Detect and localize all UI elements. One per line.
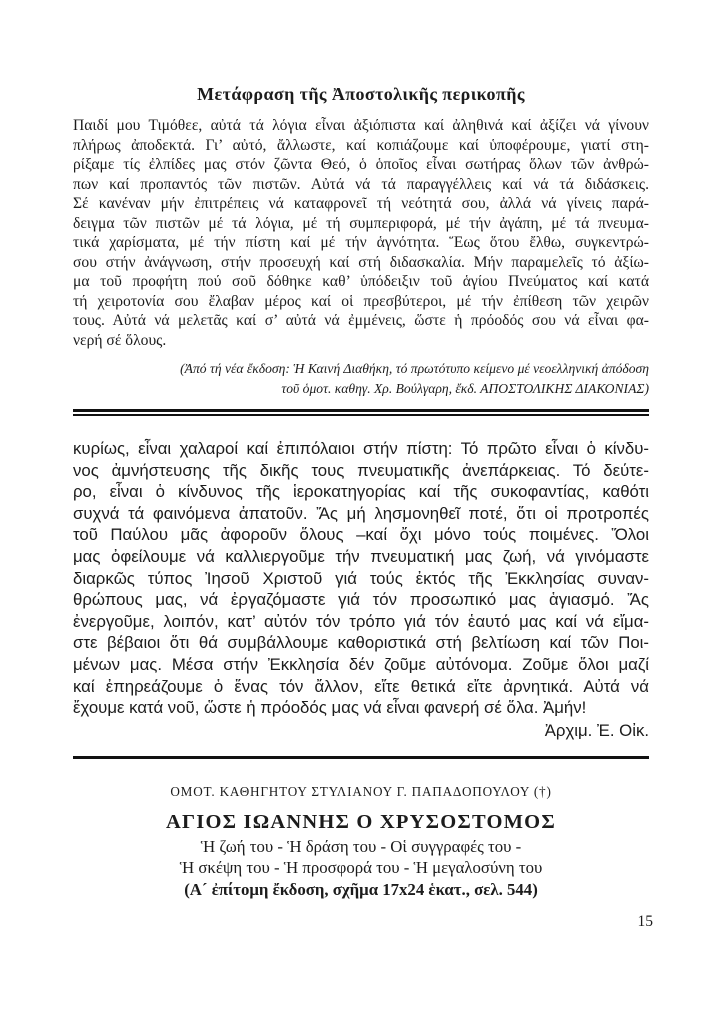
single-rule-divider <box>73 756 649 759</box>
text-line: ἐνεργοῦμε, λοιπόν, κατ’ αὐτόν τόν τρόπο γιά τόν ἑαυτό μας καί νά εἴμα- <box>73 611 649 631</box>
text-line: πλήρως ἀποδεκτά. Γι’ αὐτό, ἄλλωστε, καί κοπιάζουμε καί ὑποφέρουμε, γιατί στη- <box>73 136 649 154</box>
text-line: μα τοῦ προφήτη πού σοῦ δόθηκε καθ’ ὑπόδειξιν τοῦ ἁγίου Πνεύματος καί κατά <box>73 273 649 290</box>
advert-subtitle-line-2: Ἡ σκέψη του - Ἡ προσφορά του - Ἡ μεγαλοσύνη του <box>179 857 543 877</box>
text-line: τοῦ Παύλου μᾶς ἀφοροῦν ὅλους –καί ὄχι μόνο τούς ποιμένες. Ὅλοι <box>73 525 649 545</box>
advert-subtitle-line-1: Ἡ ζωή του - Ἡ δράση του - Οἱ συγγραφές του - <box>200 837 522 857</box>
advert-author: ΟΜΟΤ. ΚΑΘΗΓΗΤΟΥ ΣΤΥΛΙΑΝΟΥ Γ. ΠΑΠΑΔΟΠΟΥΛΟΥ (†) <box>170 784 552 800</box>
text-line: μένων μας. Μέσα στήν Ἐκκλησία δέν ζοῦμε αὐτόνομα. Ζοῦμε ὅλοι μαζί <box>73 654 649 674</box>
advert-edition-info: (Α´ ἐπίτομη ἔκδοση, σχῆμα 17x24 ἑκατ., σελ. 544) <box>184 880 538 900</box>
text-line: διαρκῶς τύπος Ἰησοῦ Χριστοῦ γιά τούς ἐκτός τῆς Ἐκκλησίας συναν- <box>73 568 649 588</box>
page-number: 15 <box>637 913 653 930</box>
translation-title: Μετάφραση τῆς Ἀποστολικῆς περικοπῆς <box>197 84 525 104</box>
text-line: τους. Αὐτά νά μελετᾶς καί σ’ αὐτά νά ἐμμένεις, ὥστε ἡ πρόοδός σου νά εἶναι φα- <box>73 312 649 329</box>
page-content <box>73 0 649 900</box>
text-line: Σέ κανέναν μήν ἐπιτρέπεις νά καταφρονεῖ τή νεότητά σου, ἀλλά νά γίνεις παρά- <box>73 195 649 212</box>
text-line: καί ἐπηρεάζουμε ὁ ἕνας τόν ἄλλον, εἴτε θετικά εἴτε ἀρνητικά. Αὐτά νά <box>73 676 649 696</box>
text-line: πων καί προπαντός τῶν πιστῶν. Αὐτά νά τά παραγγέλλεις καί νά τά διδάσκεις. <box>73 175 649 193</box>
double-rule-divider <box>73 409 649 416</box>
text-line: θρώπους μας, νά ἐργαζόμαστε γιά τόν προσωπικό μας ἁγιασμό. Ἄς <box>73 590 649 610</box>
text-line: Παιδί μου Τιμόθεε, αὐτά τά λόγια εἶναι ἀξιόπιστα καί ἀληθινά καί ἀξίζει νά γίνουν <box>73 117 649 134</box>
text-line: σου στήν ἀνάγνωση, στήν προσευχή καί στή διδασκαλία. Μήν παραμελεῖς τό ἀξίω- <box>73 253 649 271</box>
text-line: (Ἀπό τή νέα ἔκδοση: Ἡ Καινή Διαθήκη, τό πρωτότυπο κείμενο μέ νεοελληνική ἀπόδοση <box>180 361 649 376</box>
text-line: κυρίως, εἶναι χαλαροί καί ἐπιπόλαιοι στήν πίστη: Τό πρῶτο εἶναι ὁ κίνδυ- <box>73 439 649 458</box>
text-line: μας ὀφείλουμε νά καλλιεργοῦμε τήν πνευματική μας ζωή, νά γινόμαστε <box>73 546 649 566</box>
commentary-paragraph <box>73 438 649 719</box>
text-line: ἔχουμε κατά νοῦ, ὥστε ἡ πρόοδός μας νά εἶναι φανερή σέ ὅλα. Ἀμήν! <box>73 698 587 718</box>
text-line: νερή σέ ὅλους. <box>73 331 167 349</box>
text-line: δειγμα τῶν πιστῶν μέ τά λόγια, μέ τή συμπεριφορά, μέ τήν ἀγάπη, μέ τά πνευμα- <box>73 214 649 232</box>
text-line: τικά χαρίσματα, μέ τήν πίστη καί μέ τήν ἁγνότητα. Ἕως ὅτου ἔλθω, συγκεντρώ- <box>73 234 649 251</box>
text-line: νος ἀμνήστευσης τῆς δικῆς τους πνευματικῆς ἀνεπάρκειας. Τό δεύτε- <box>73 460 649 480</box>
source-credit <box>73 359 649 398</box>
text-line: ρο, εἶναι ὁ κίνδυνος τῆς ἱεροκατηγορίας καί τῆς συκοφαντίας, καθότι <box>73 482 649 502</box>
commentary-signature: Ἀρχιμ. Ἐ. Οἰκ. <box>544 720 649 740</box>
advert-book-title: ΑΓΙΟΣ ΙΩΑΝΝΗΣ Ο ΧΡΥΣΟΣΤΟΜΟΣ <box>166 811 556 834</box>
text-line: τή χειροτονία σου ἔλαβαν μέρος καί οἱ πρεσβύτεροι, μέ τήν ἐπίθεση τῶν χειρῶν <box>73 292 649 310</box>
text-line: τοῦ ὁμοτ. καθηγ. Χρ. Βούλγαρη, ἔκδ. ΑΠΟΣΤΟΛΙΚΗΣ ΔΙΑΚΟΝΙΑΣ) <box>281 380 649 396</box>
book-advert <box>73 784 649 900</box>
text-line: στε βέβαιοι ὅτι θά συμβάλλουμε καθοριστικά στή βελτίωση καί τῶν Ποι- <box>73 633 649 653</box>
text-line: ρίξαμε τίς ἐλπίδες μας στόν ζῶντα Θεό, ὁ ὁποῖος εἶναι σωτήρας ὅλων τῶν ἀνθρώ- <box>73 156 649 173</box>
text-line: συχνά τά φαινόμενα ἀπατοῦν. Ἄς μή λησμονηθεῖ ποτέ, ὅτι οἱ προτροπές <box>73 503 649 523</box>
translation-paragraph <box>73 116 649 350</box>
